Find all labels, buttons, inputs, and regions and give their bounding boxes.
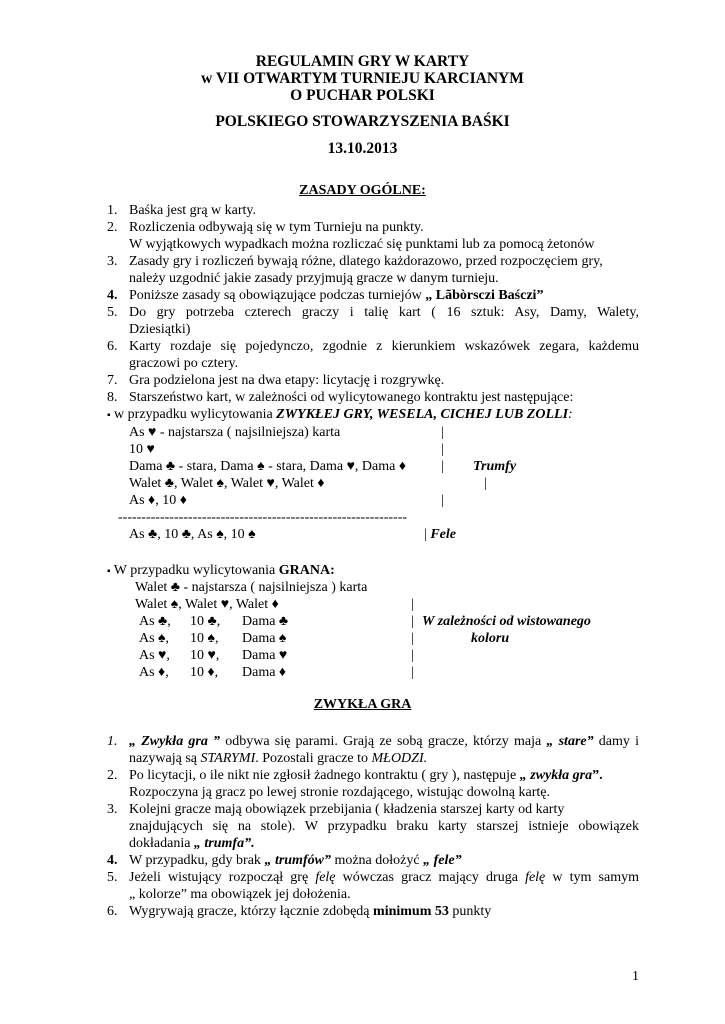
list-number: 1. <box>107 734 118 749</box>
list-number: 8. <box>107 390 118 405</box>
column-separator: | <box>411 648 414 663</box>
item-text: w tym samym <box>545 870 639 885</box>
item-text: nazywają są <box>129 751 201 766</box>
list-item-text: Kolejni gracze mają obowiązek przebijania ( kładzenia starszej karty od karty <box>129 802 565 817</box>
card-row: Walet ♠, Walet ♥, Walet ♦ <box>135 597 279 612</box>
item-text: odbywa się parami. Grają ze sobą gracze, którzy maja <box>220 734 547 749</box>
item-text: W przypadku, gdy brak <box>129 853 265 868</box>
grid-cell: 10 ♦, <box>190 665 219 680</box>
list-item-text: Gra podzielona jest na dwa etapy: licytację i rozgrywkę. <box>129 373 445 388</box>
item-text: STARYMI <box>200 751 256 766</box>
list-item-text <box>129 903 639 920</box>
grid-cell: As ♠, <box>139 631 169 646</box>
list-number: 3. <box>107 254 118 269</box>
card-row: As ♣, 10 ♣, As ♠, 10 ♠ <box>129 527 256 542</box>
list-item-text <box>129 287 639 304</box>
list-item-text: „ kolorze” ma obowiązek jej dołożenia. <box>129 887 351 902</box>
item-text: wówczas gracz mający druga <box>335 870 526 885</box>
fele-group <box>424 526 456 543</box>
case-intro-text: w przypadku wylicytowania <box>114 407 277 422</box>
item-text: można dołożyć <box>330 853 424 868</box>
column-separator: | <box>411 614 414 629</box>
list-number: 6. <box>107 904 118 919</box>
item-text: felę <box>525 870 546 885</box>
case-intro-text: W przypadku wylicytowania <box>113 563 279 578</box>
item-text: „ stare” <box>546 734 594 749</box>
column-separator: | <box>441 425 444 440</box>
list-item-text: znajdujących się na stole). W przypadku braku karty starszej istnieje obowiązek <box>129 819 639 834</box>
item-text: damy i <box>593 734 639 749</box>
item-text: „ Zwykła gra ” <box>129 734 221 749</box>
item-text: felę <box>315 870 336 885</box>
card-row: Walet ♣ - najstarsza ( najsilniejsza ) karta <box>135 580 368 595</box>
list-number: 5. <box>107 870 118 885</box>
card-row: 10 ♥ <box>129 442 155 457</box>
grid-cell: 10 ♣, <box>190 614 221 629</box>
section-heading-regular: ZWYKŁA GRA <box>313 697 412 712</box>
column-separator: | <box>424 527 427 542</box>
item-text: MŁODZI. <box>371 751 428 766</box>
list-item-text: Baśka jest grą w karty. <box>129 203 256 218</box>
title-line-3: O PUCHAR POLSKI <box>290 87 435 104</box>
item-text: dokładania <box>129 836 194 851</box>
case-colon: : <box>568 407 573 422</box>
bullet-icon: ▪ <box>107 410 111 421</box>
grid-cell: As ♦, <box>139 665 169 680</box>
fele-label: Fele <box>430 527 456 542</box>
bullet-icon: ▪ <box>107 566 111 577</box>
list-item-text: graczowi po cztery. <box>129 356 239 371</box>
column-separator: | <box>411 631 414 646</box>
list-item-text: Do gry potrzeba czterech graczy i talię kart ( 16 sztuk: Asy, Damy, Walety, <box>129 305 639 320</box>
grid-cell: Dama ♣ <box>242 614 289 629</box>
title-line-2: w VII OTWARTYM TURNIEJU KARCIANYM <box>201 70 524 87</box>
title-date: 13.10.2013 <box>327 140 398 157</box>
depends-label-line-1: W zależności od wistowanego <box>422 614 591 629</box>
title-line-1: REGULAMIN GRY W KARTY <box>255 53 470 70</box>
column-separator: | <box>411 665 414 680</box>
column-separator: | <box>441 493 444 508</box>
item-text: . Pozostali gracze to <box>255 751 372 766</box>
list-item-text <box>129 869 639 886</box>
item-text: minimum 53 <box>373 904 449 919</box>
column-separator: | <box>411 597 414 612</box>
case-ordinary-intro <box>107 406 573 424</box>
list-item-text <box>129 750 639 767</box>
case-grand-intro <box>107 562 335 580</box>
item-text: punkty <box>448 904 492 919</box>
list-number: 2. <box>107 768 118 783</box>
list-number: 7. <box>107 373 118 388</box>
list-item-text: Karty rozdaje się pojedynczo, zgodnie z kierunkiem wskazówek zegara, każdemu <box>129 339 639 354</box>
grid-cell: 10 ♠, <box>190 631 219 646</box>
card-row: Dama ♣ - stara, Dama ♠ - stara, Dama ♥, Dama ♦ <box>129 459 406 474</box>
list-item-text <box>129 767 639 784</box>
list-item-text: Rozpoczyna ją gracz po lewej stronie rozdającego, wistując dowolną kartę. <box>129 785 550 800</box>
list-item-text: Dziesiątki) <box>129 322 191 337</box>
grid-cell: Dama ♥ <box>242 648 288 663</box>
list-number: 4. <box>107 288 118 303</box>
list-item-text: W wyjątkowych wypadkach można rozliczać się punktami lub za pomocą żetonów <box>129 237 595 252</box>
list-item-text <box>129 852 639 869</box>
contract-name: ZWYKŁEJ GRY, WESELA, CICHEJ LUB ZOLLI <box>276 407 569 422</box>
item-text: Jeżeli wistujący rozpoczął grę <box>129 870 316 885</box>
page-number: 1 <box>632 969 639 984</box>
list-item-text: Starszeństwo kart, w zależności od wylicytowanego kontraktu jest następujące: <box>129 390 574 405</box>
card-row: As ♥ - najstarsza ( najsilniejsza) karta <box>129 425 341 440</box>
list-item-text: Zasady gry i rozliczeń bywają różne, dlatego każdorazowo, przed rozpoczęciem gry, <box>129 254 603 269</box>
item-text: ”. <box>592 768 603 783</box>
item-text: „ zwykła gra <box>519 768 593 783</box>
section-heading-general: ZASADY OGÓLNE: <box>299 183 426 198</box>
grid-cell: Dama ♠ <box>242 631 287 646</box>
item-text: „ trumfa”. <box>193 836 255 851</box>
column-separator: | <box>484 476 487 491</box>
list-item-text <box>129 733 639 750</box>
tournament-name: „ Lãbòrsczi Baśczi” <box>425 288 544 303</box>
title-line-4: POLSKIEGO STOWARZYSZENIA BAŚKI <box>215 113 510 130</box>
column-separator: | <box>441 442 444 457</box>
contract-name: GRANA: <box>278 563 335 578</box>
depends-label-line-2: koloru <box>471 631 510 646</box>
card-row: As ♦, 10 ♦ <box>129 493 187 508</box>
list-item-text: Rozliczenia odbywają się w tym Turnieju na punkty. <box>129 220 424 235</box>
list-number: 4. <box>107 853 118 868</box>
list-item-text <box>129 835 639 852</box>
list-number: 5. <box>107 305 118 320</box>
item-text: „ trumfów” <box>264 853 331 868</box>
item-text: Poniższe zasady są obowiązujące podczas turniejów <box>129 288 426 303</box>
grid-cell: Dama ♦ <box>242 665 287 680</box>
item-text: „ fele” <box>423 853 462 868</box>
list-number: 1. <box>107 203 118 218</box>
list-number: 6. <box>107 339 118 354</box>
list-number: 2. <box>107 220 118 235</box>
item-text: Wygrywają gracze, którzy łącznie zdobędą <box>129 904 374 919</box>
list-number: 3. <box>107 802 118 817</box>
card-row: Walet ♣, Walet ♠, Walet ♥, Walet ♦ <box>129 476 325 491</box>
grid-cell: As ♣, <box>139 614 171 629</box>
grid-cell: As ♥, <box>139 648 170 663</box>
trumps-label: Trumfy <box>473 459 517 474</box>
divider-line: -------------------------------------------------------------- <box>118 510 408 525</box>
item-text: Po licytacji, o ile nikt nie zgłosił żadnego kontraktu ( gry ), następuje <box>129 768 520 783</box>
list-item-text: należy uzgodnić jakie zasady przyjmują gracze w danym turnieju. <box>129 271 499 286</box>
grid-cell: 10 ♥, <box>190 648 220 663</box>
column-separator: | <box>441 459 444 474</box>
